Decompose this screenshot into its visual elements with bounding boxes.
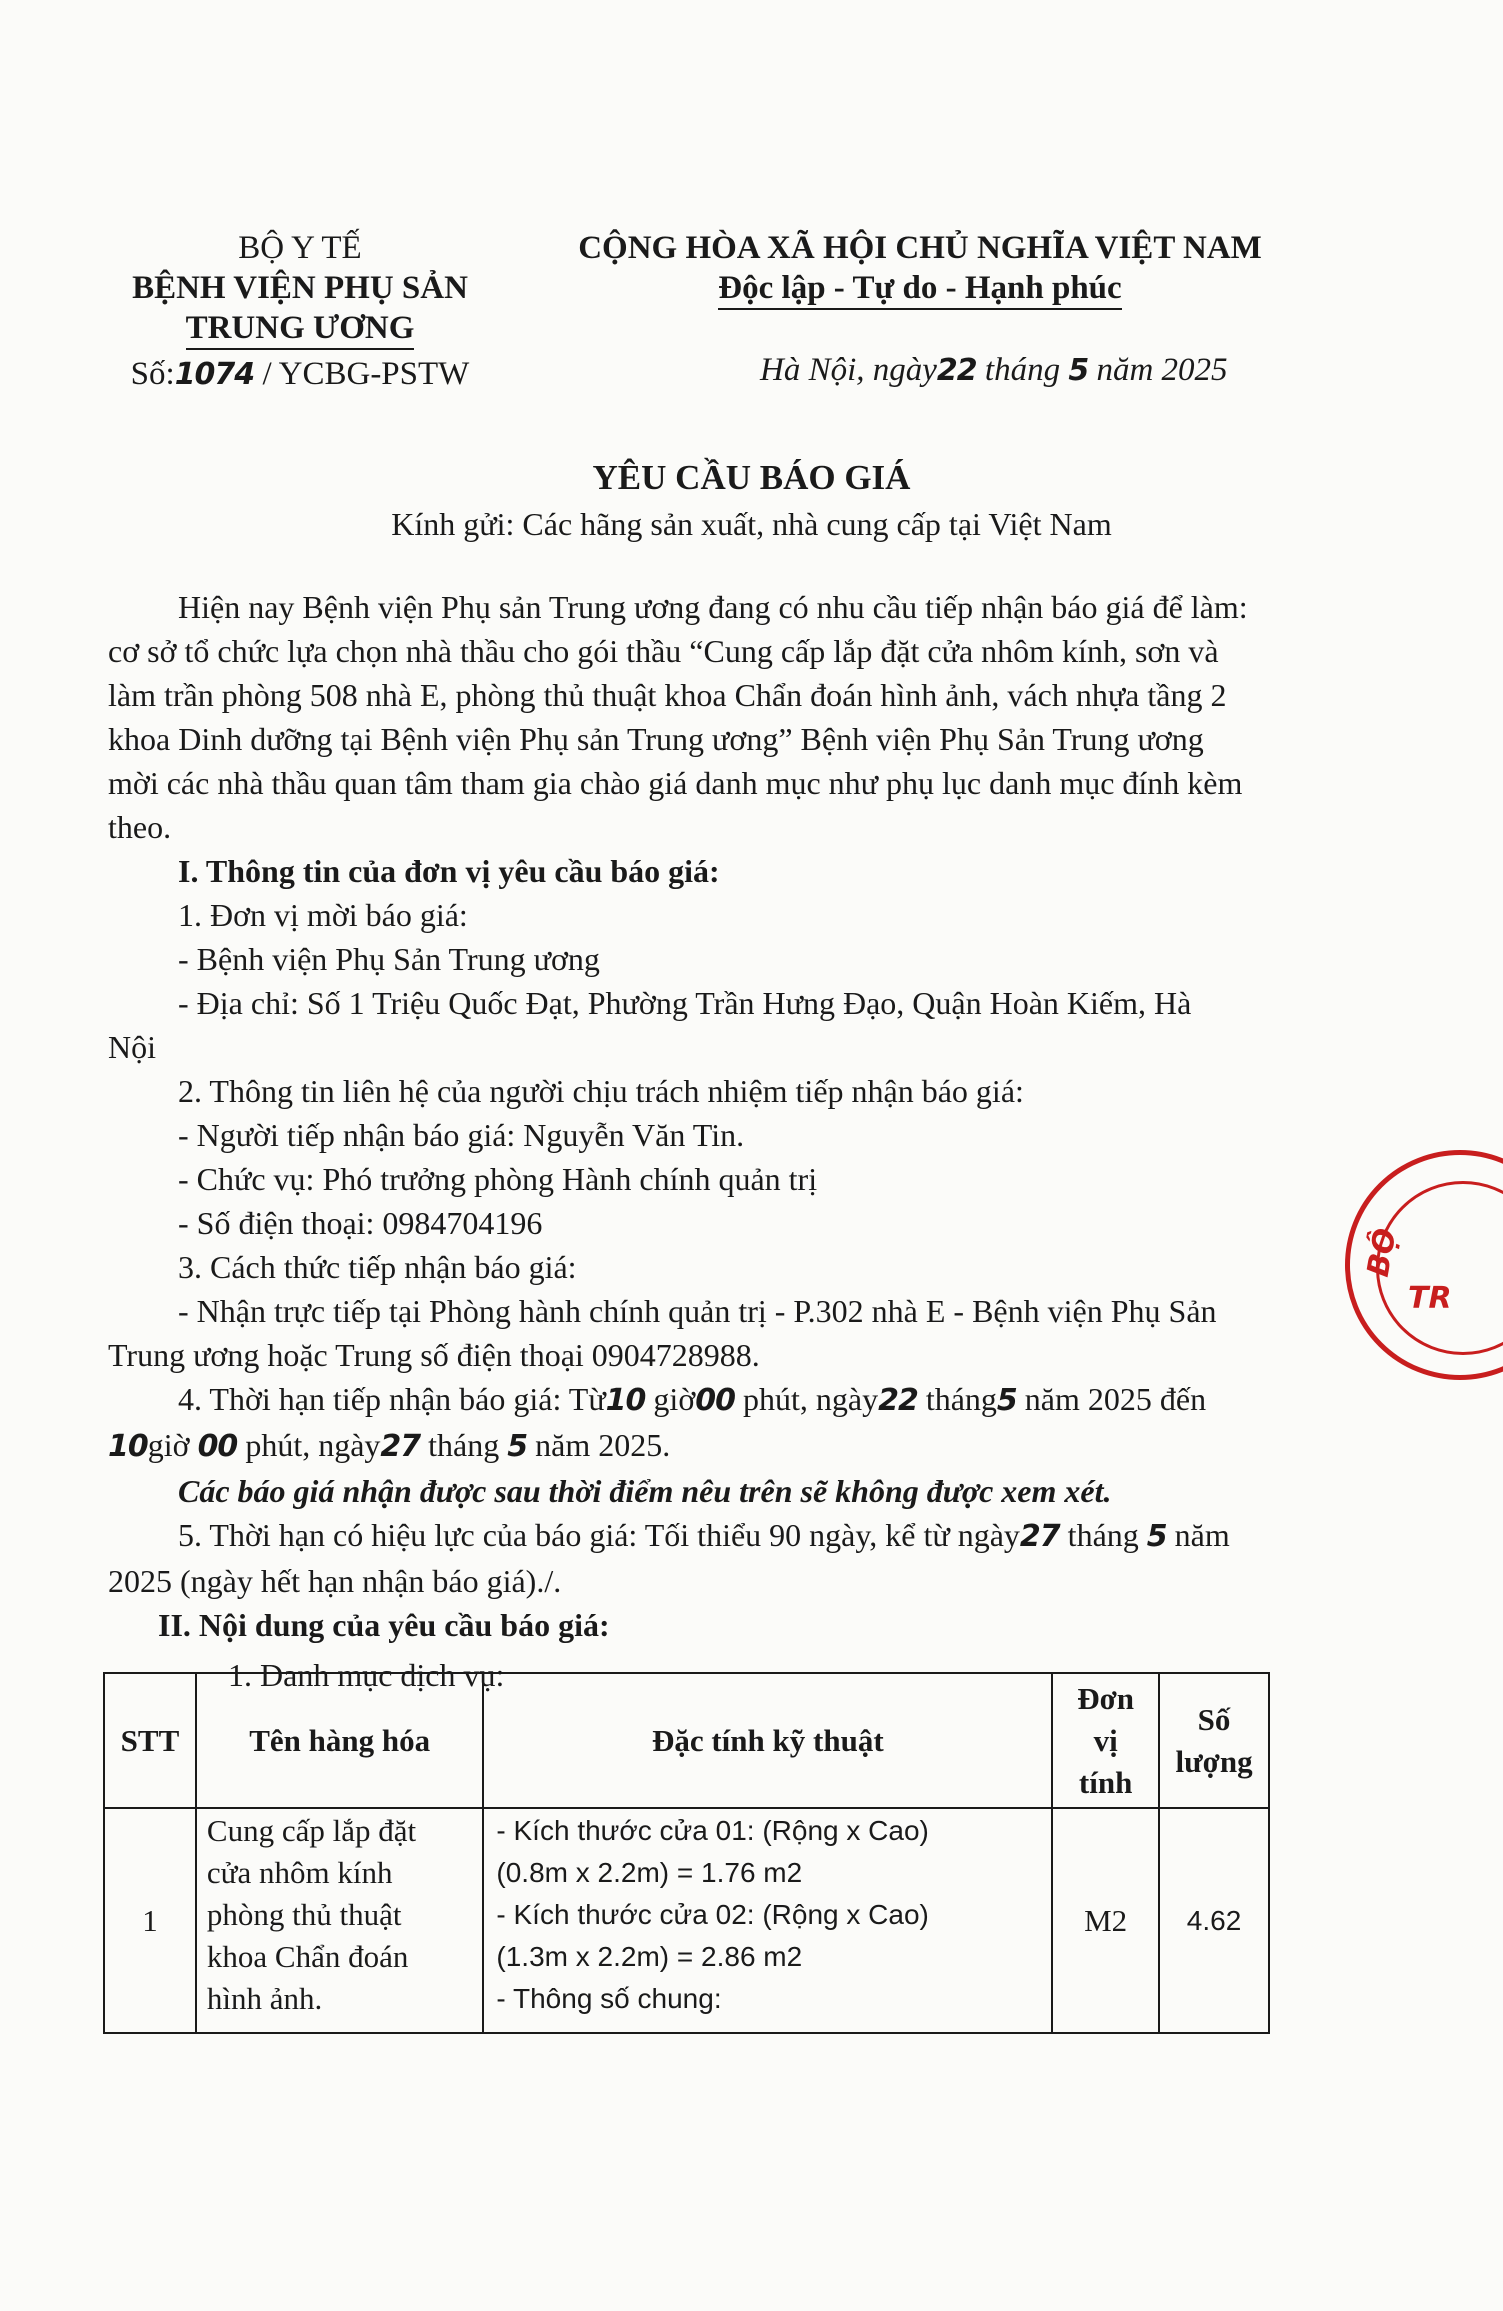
salutation: Kính gửi: Các hãng sản xuất, nhà cung cấp tại Việt Nam <box>391 506 1112 542</box>
section-1-heading: I. Thông tin của đơn vị yêu cầu báo giá: <box>178 853 720 889</box>
seal-text-top: BỘ <box>1360 1225 1404 1280</box>
s5-line2: 2025 (ngày hết hạn nhận báo giá)./. <box>108 1563 562 1599</box>
s3-line-cont: Trung ương hoặc Trung số điện thoại 0904728988. <box>108 1337 760 1373</box>
date-month-handwritten: 5 <box>1068 353 1089 388</box>
col-header-stt: STT <box>104 1673 196 1808</box>
service-table <box>103 1672 1270 2034</box>
intro-paragraph <box>108 585 1308 849</box>
seal-text-center: TR <box>1408 1281 1452 1316</box>
table-header-row <box>104 1673 1269 1808</box>
s1-address-cont: Nội <box>108 1029 156 1065</box>
handwritten-day: 27 <box>380 1429 421 1464</box>
handwritten-month: 5 <box>996 1383 1017 1418</box>
cell-qty: 4.62 <box>1159 1808 1269 2033</box>
section-2-heading: II. Nội dung của yêu cầu báo giá: <box>158 1607 610 1643</box>
document-title: YÊU CẦU BÁO GIÁ <box>592 458 911 497</box>
col-header-unit: Đơn vị tính <box>1052 1673 1159 1808</box>
s1-title: 1. Đơn vị mời báo giá: <box>178 897 468 933</box>
intro-line: Hiện nay Bệnh viện Phụ sản Trung ương đang có nhu cầu tiếp nhận báo giá để làm: <box>178 589 1248 625</box>
warning-note: Các báo giá nhận được sau thời điểm nêu trên sẽ không được xem xét. <box>178 1473 1112 1509</box>
intro-line: mời các nhà thầu quan tâm tham gia chào giá danh mục như phụ lục danh mục đính kèm <box>108 765 1243 801</box>
handwritten-month: 5 <box>1146 1519 1167 1554</box>
s2-role: - Chức vụ: Phó trưởng phòng Hành chính quản trị <box>178 1161 818 1197</box>
service-list-title: 1. Danh mục dịch vụ: <box>228 1657 505 1693</box>
col-header-spec: Đặc tính kỹ thuật <box>483 1673 1052 1808</box>
col-header-name: Tên hàng hóa <box>196 1673 483 1808</box>
doc-number-handwritten: 1074 <box>174 357 255 392</box>
handwritten-minute: 00 <box>695 1383 735 1418</box>
s2-person: - Người tiếp nhận báo giá: Nguyễn Văn Tin. <box>178 1117 745 1153</box>
intro-line: cơ sở tổ chức lựa chọn nhà thầu cho gói thầu “Cung cấp lắp đặt cửa nhôm kính, sơn và <box>108 633 1219 669</box>
intro-line: khoa Dinh dưỡng tại Bệnh viện Phụ sản Trung ương” Bệnh viện Phụ Sản Trung ương <box>108 721 1204 757</box>
handwritten-month: 5 <box>507 1429 528 1464</box>
handwritten-hour: 10 <box>605 1383 646 1418</box>
s4-line2: 10giờ 00 phút, ngày27 tháng 5 năm 2025. <box>108 1427 671 1464</box>
nation-block <box>560 228 1280 310</box>
s2-phone: - Số điện thoại: 0984704196 <box>178 1205 543 1241</box>
cell-stt: 1 <box>104 1808 196 2033</box>
handwritten-hour: 10 <box>108 1429 148 1464</box>
issuer-block <box>90 228 510 395</box>
section-1 <box>108 849 1338 1697</box>
document-number: Số:1074 / YCBG-PSTW <box>130 356 470 392</box>
col-header-qty: Số lượng <box>1159 1673 1269 1808</box>
intro-line: làm trần phòng 508 nhà E, phòng thủ thuật khoa Chẩn đoán hình ảnh, vách nhựa tầng 2 <box>108 677 1227 713</box>
intro-line: theo. <box>108 809 172 845</box>
handwritten-day: 22 <box>878 1383 918 1418</box>
ministry-name: BỘ Y TẾ <box>238 230 362 266</box>
cell-name: Cung cấp lắp đặt cửa nhôm kính phòng thủ thuật khoa Chẩn đoán hình ảnh. <box>196 1808 483 2033</box>
nation-title: CỘNG HÒA XÃ HỘI CHỦ NGHĨA VIỆT NAM <box>578 230 1262 266</box>
handwritten-day: 27 <box>1019 1519 1060 1554</box>
red-seal-stamp <box>1345 1150 1503 1380</box>
s3-title: 3. Cách thức tiếp nhận báo giá: <box>178 1249 577 1285</box>
place-date: Hà Nội, ngày22 tháng 5 năm 2025 <box>760 352 1228 388</box>
cell-unit: M2 <box>1052 1808 1159 2033</box>
s2-title: 2. Thông tin liên hệ của người chịu trách nhiệm tiếp nhận báo giá: <box>178 1073 1024 1109</box>
s1-address: - Địa chỉ: Số 1 Triệu Quốc Đạt, Phường Trần Hưng Đạo, Quận Hoàn Kiếm, Hà <box>178 985 1192 1021</box>
s5-line1: 5. Thời hạn có hiệu lực của báo giá: Tối thiểu 90 ngày, kể từ ngày27 tháng 5 năm <box>178 1517 1230 1554</box>
s1-name: - Bệnh viện Phụ Sản Trung ương <box>178 941 600 977</box>
hospital-name-line1: BỆNH VIỆN PHỤ SẢN <box>132 270 468 306</box>
date-day-handwritten: 22 <box>936 353 977 388</box>
cell-spec: - Kích thước cửa 01: (Rộng x Cao) (0.8m x 2.2m) = 1.76 m2 - Kích thước cửa 02: (Rộng x Cao) (1.3m x 2.2m) = 2.86 m2 - Thông số chung: <box>483 1808 1052 2033</box>
table-row <box>104 1808 1269 2033</box>
motto: Độc lập - Tự do - Hạnh phúc <box>718 268 1121 310</box>
hospital-name-line2: TRUNG ƯƠNG <box>186 308 415 350</box>
s3-line: - Nhận trực tiếp tại Phòng hành chính quản trị - P.302 nhà E - Bệnh viện Phụ Sản <box>178 1293 1217 1329</box>
s4-line1: 4. Thời hạn tiếp nhận báo giá: Từ10 giờ00 phút, ngày22 tháng5 năm 2025 đến <box>178 1381 1207 1418</box>
handwritten-minute: 00 <box>197 1429 238 1464</box>
